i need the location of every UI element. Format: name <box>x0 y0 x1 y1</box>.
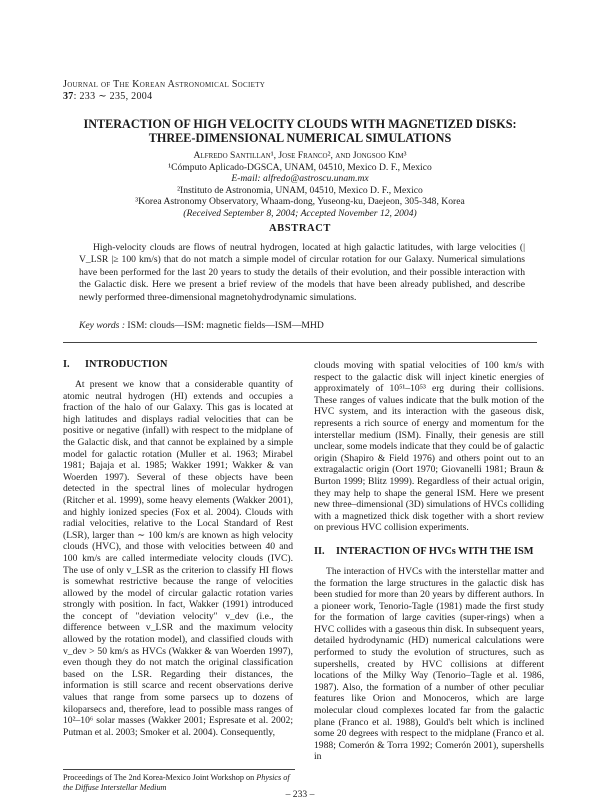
abstract-text: High-velocity clouds are flows of neutral hydrogen, located at high galactic latitudes, with large velocities (| V_LSR |≥ 100 km/s) that do not match a simple model of circular rotation for our Galaxy. Numerical simulations have been performed for the last 20 years to study the details of their evolution, and their possible interaction with the Galactic disk. Here we present a brief review of the models that have been already published, and describe newly performed three-dimensional magnetohydrodynamic simulations. <box>79 242 525 303</box>
author-block <box>40 150 560 219</box>
section-2-number: II. <box>314 545 325 557</box>
title-line-1: INTERACTION OF HIGH VELOCITY CLOUDS WITH MAGNETIZED DISKS: <box>83 117 517 131</box>
abstract-heading: ABSTRACT <box>269 223 331 234</box>
affiliation-3: ³Korea Astronomy Observatory, Whaam-dong, Yuseong-ku, Daejeon, 305-348, Korea <box>135 196 465 207</box>
left-column <box>63 359 293 738</box>
section-2-paragraph-1: The interaction of HVCs with the interstellar matter and the formation the large structures in the galactic disk has been studied for more than 20 years by different authors. In a pioneer work, Tenorio-Tagle (1981) made the first study for the formation of large cavities (super-rings) when a HVC collides with a gaseous thin disk. In subsequent years, detailed hydrodynamic (HD) numerical calculations were performed to study the evolution of structures, such as supershells, created by HVC collisions at different locations of the Milky Way (Tenorio–Tagle et al. 1986, 1987). Also, the formation of a number of other peculiar features like Orion and Monoceros, which are large molecular cloud complexes located far from the galactic plane (Franco et al. 1988), Gould's belt which is inclined some 20 degrees with respect to the midplane (Franco et al. 1988; Comerón & Torra 1992; Comerón 2001), supershells in <box>314 565 544 763</box>
section-1-title: INTRODUCTION <box>85 359 168 370</box>
paper-title <box>40 117 560 145</box>
footnote-lead: Proceedings of The 2nd Korea-Mexico Joint Workshop on <box>63 773 255 782</box>
header-divider <box>63 342 537 343</box>
keywords <box>79 320 525 332</box>
journal-name: Journal of The Korean Astronomical Society <box>63 79 266 90</box>
section-1-heading <box>63 359 293 371</box>
section-2-title: INTERACTION OF HVCs WITH THE ISM <box>336 545 534 557</box>
right-column <box>314 360 544 763</box>
author-names: Alfredo Santillan¹, Jose Franco², and Jongsoo Kim³ <box>193 150 407 161</box>
journal-header <box>63 79 265 103</box>
intro-paragraph-1: At present we know that a considerable quantity of atomic neutral hydrogen (HI) extends and occupies a fraction of the halo of our Galaxy. This gas is located at high latitudes and displays radial velocities that can be positive or negative (infall) with respect to the midplane of the Galactic disk, and that cannot be explained by a simple model for galactic rotation (Muller et al. 1963; Mirabel 1981; Bajaja et al. 1985; Wakker 1991; Wakker & van Woerden 1997). Several of these objects have been detected in the spectral lines of molecular hydrogen (Ritcher et al. 1999), some heavy elements (Wakker 2001), and highly ionized species (Fox et al. 2004). Clouds with radial velocities, relative to the Local Standard of Rest (LSR), larger than ∼ 100 km/s are known as high velocity clouds (HVC), and those with velocities between 40 and 100 km/s are called intermediate velocity clouds (IVC). The use of only v_LSR as the criterion to classify HI flows is somewhat restrictive because the range of velocities allowed by the model of circular galactic rotation varies strongly with position. In fact, Wakker (1991) introduced the concept of "deviation velocity" v_dev (i.e., the difference between v_LSR and the maximum velocity allowed by the rotation model), and classified clouds with v_dev > 50 km/s as HVCs (Wakker & van Woerden 1997), even though they do not match the original classification based on the LSR. Regarding their distances, the information is still scarce and recent observations derive values that range from some parsecs up to dozens of kiloparsecs and, therefore, lead to possible mass ranges of 10²–10⁶ solar masses (Wakker 2001; Espresate et al. 2002; Putman et al. 2003; Smoker et al. 2004). Consequently, <box>63 379 293 738</box>
journal-pages: : 233 ∼ 235, 2004 <box>73 91 153 102</box>
section-2-heading <box>314 546 544 558</box>
affiliation-2: ²Instituto de Astronomia, UNAM, 04510, Mexico D. F., Mexico <box>177 184 423 196</box>
keywords-text: ISM: clouds—ISM: magnetic fields—ISM—MHD <box>127 320 324 331</box>
received-dates: (Received September 8, 2004; Accepted November 12, 2004) <box>183 207 417 219</box>
author-email: E-mail: alfredo@astroscu.unam.mx <box>231 173 369 184</box>
intro-paragraph-2: clouds moving with spatial velocities of 100 km/s with respect to the galactic disk will inject kinetic energies of approximately of 10⁵¹–10⁵³ erg during their collisions. These ranges of values indicate that the bulk motion of the HVC system, and its interaction with the gaseous disk, represents a rich source of energy and momentum for the interstellar medium (ISM). Finally, their genesis are still unclear, some models indicate that they could be of galactic origin (Shapiro & Field 1976) and others point out to an extragalactic origin (Oort 1970; Giovanelli 1981; Braun & Burton 1999; Blitz 1999). Regardless of their actual origin, they may help to shape the general ISM. Here we present new three–dimensional (3D) simulations of HVCs colliding with a magnetized thick disk together with a short review on previous HVC collision experiments. <box>314 360 544 534</box>
affiliation-1: ¹Cómputo Aplicado-DGSCA, UNAM, 04510, Mexico D. F., Mexico <box>168 161 432 173</box>
journal-volume: 37 <box>63 91 74 102</box>
footnote-workshop-title: Physics of the Diffuse Interstellar Medium <box>63 773 290 792</box>
page-number: – 233 – <box>285 789 315 800</box>
section-1-number: I. <box>63 359 70 370</box>
title-line-2: THREE-DIMENSIONAL NUMERICAL SIMULATIONS <box>148 131 452 145</box>
keywords-label: Key words : <box>79 320 126 331</box>
